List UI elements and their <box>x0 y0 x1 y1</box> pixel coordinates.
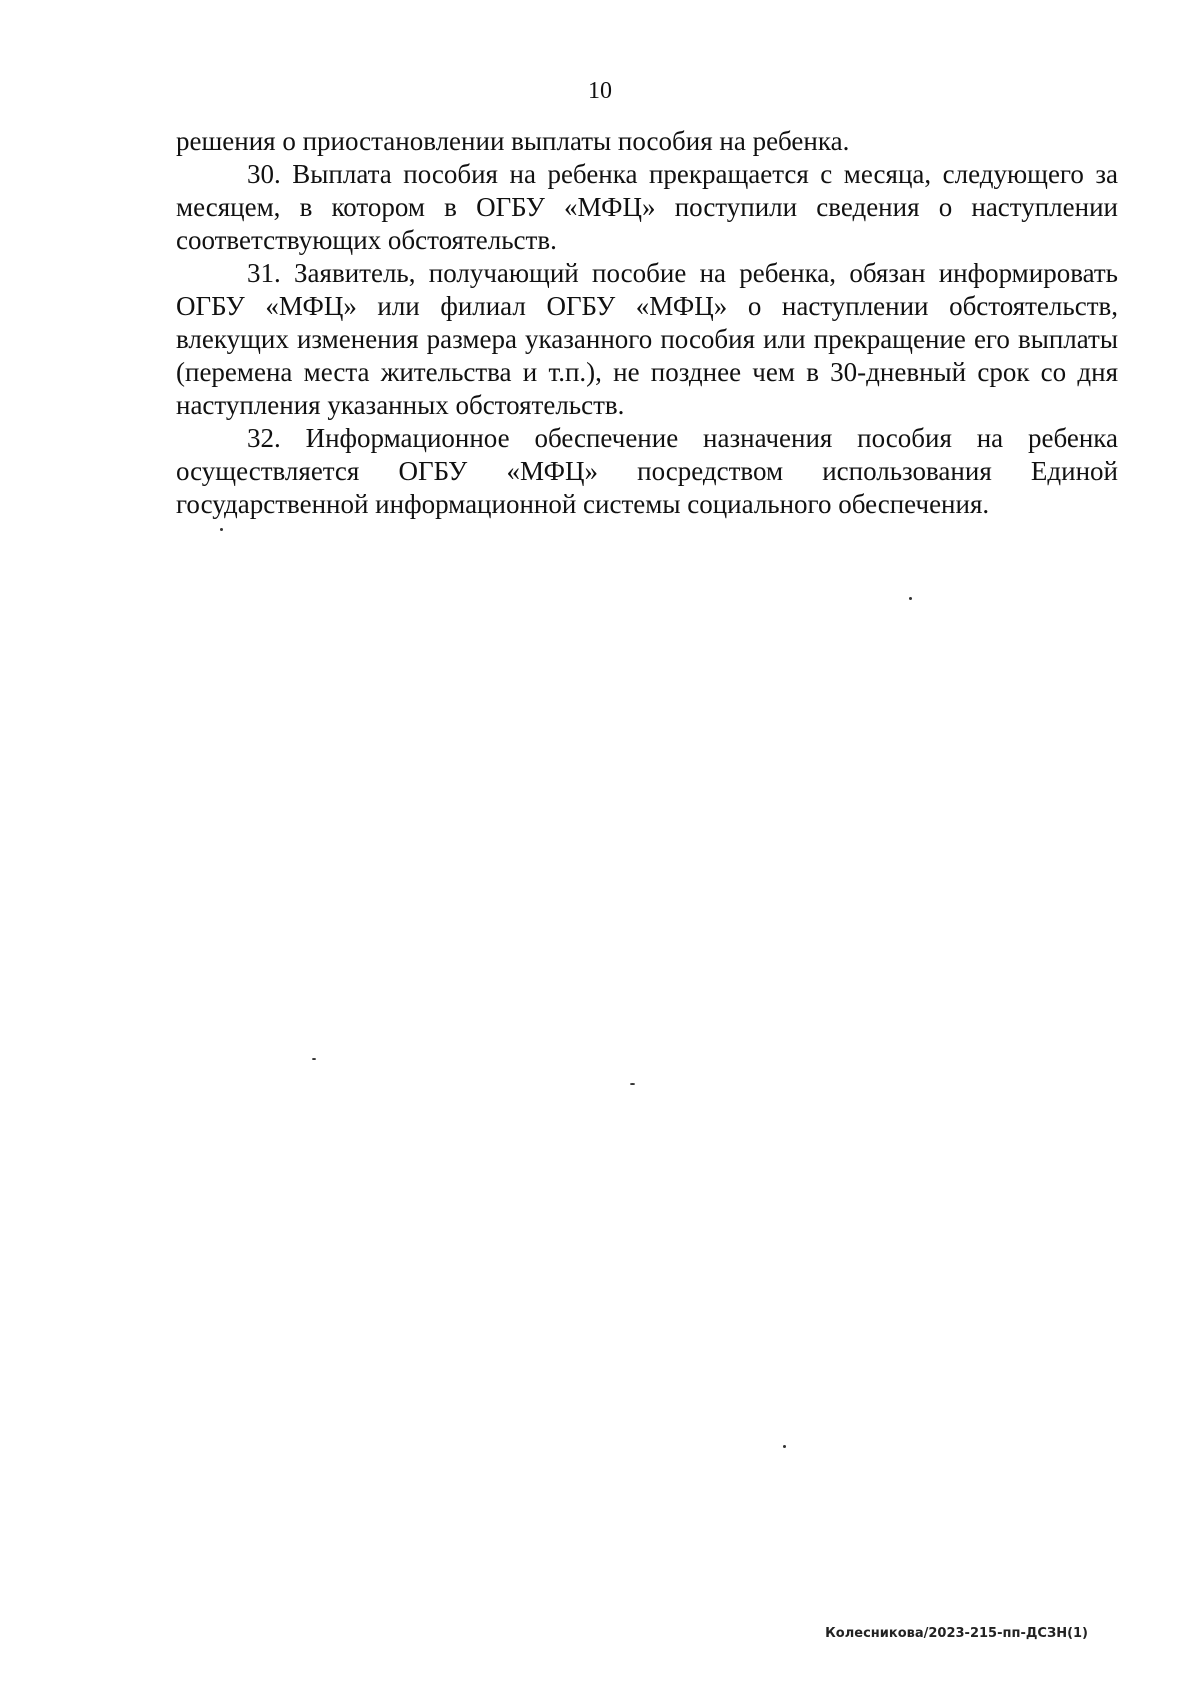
scan-speck <box>909 597 912 600</box>
paragraph-continuation: решения о приостановлении выплаты пособия на ребенка. <box>176 126 850 156</box>
scan-speck <box>630 1083 635 1085</box>
paragraph-32: 32. Информационное обеспечение назначения пособия на ребенка осуществляется ОГБУ «МФЦ» посредством использования Единой государственной информационной системы социального обеспечения. <box>176 423 1118 519</box>
paragraph-30: 30. Выплата пособия на ребенка прекращается с месяца, следующего за месяцем, в котором в ОГБУ «МФЦ» поступили сведения о наступлении соответствующих обстоятельств. <box>176 159 1118 255</box>
document-body <box>176 125 1118 521</box>
page-number: 10 <box>588 78 612 104</box>
paragraph-31: 31. Заявитель, получающий пособие на ребенка, обязан информировать ОГБУ «МФЦ» или филиал ОГБУ «МФЦ» о наступлении обстоятельств, влекущих изменения размера указанного пособия или прекращение его выплаты (перемена места жительства и т.п.), не позднее чем в 30-дневный срок со дня наступления указанных обстоятельств. <box>176 258 1118 420</box>
document-registration-code: Колесникова/2023-215-пп-ДСЗН(1) <box>825 1626 1088 1641</box>
scan-speck <box>312 1058 316 1060</box>
scan-speck <box>783 1445 786 1448</box>
scan-speck <box>220 528 223 531</box>
